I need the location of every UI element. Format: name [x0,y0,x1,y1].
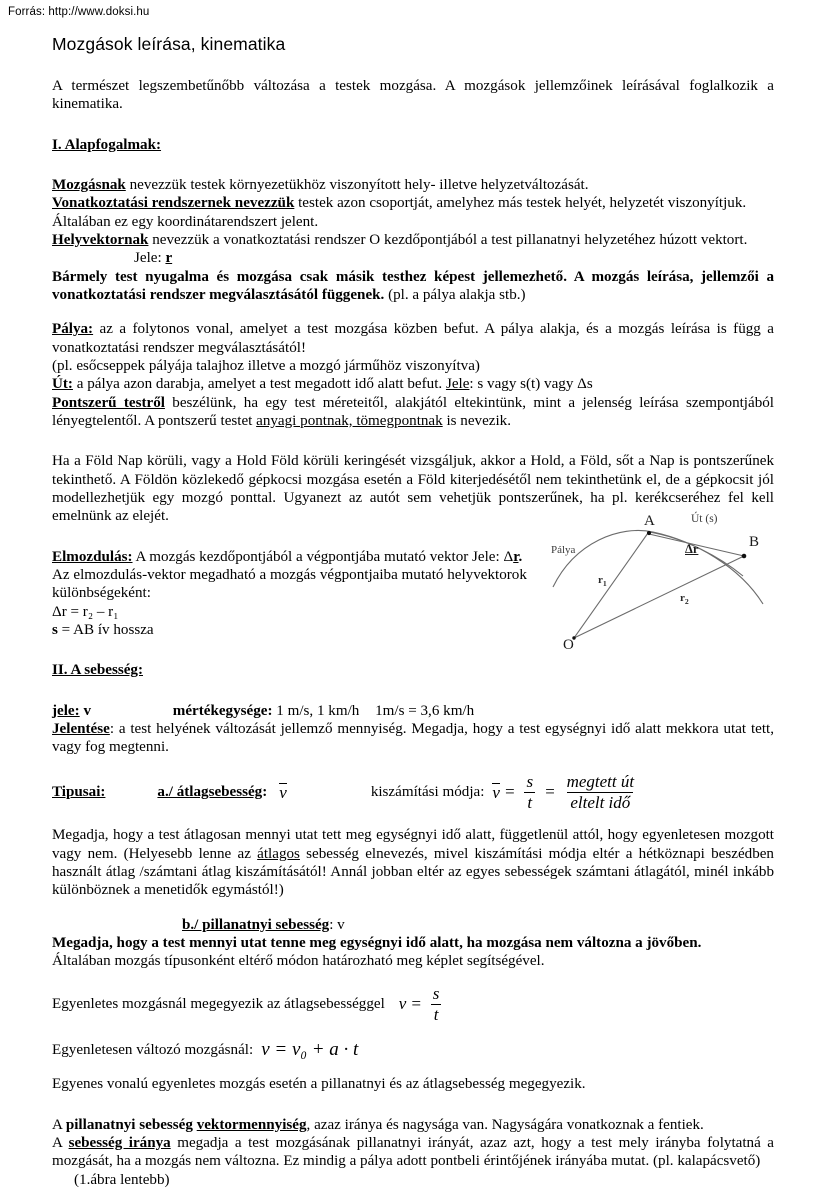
definition-elmozdulas [52,548,532,566]
sebesseg-jele-value: v [83,702,91,719]
term-helyvektor: Helyvektornak [52,231,149,248]
def-pontszeru-text-2: is nevezik. [442,412,512,429]
figure-label-point-A: A [644,513,655,529]
elmozdulas-block [52,548,532,640]
paragraph-barmely-test [52,268,774,305]
def-ut-jele-label: Jele [445,376,470,393]
def-ut-text-2: : s vagy s(t) vagy Δs [469,376,593,393]
def-helyvektor-text: nevezzük a vonatkoztatási rendszer O kezdőpontjából a test pillanatnyi helyzetéhez húzott vektort. [148,231,748,248]
figure-label-delta-r: Δr [685,542,699,556]
egyenletes-mozgas-line [52,985,774,1025]
tipus-a-label: a./ átlagsebesség [157,784,263,801]
source-url-line: Forrás: http://www.doksi.hu [8,6,150,18]
valtozo-text: Egyenletesen változó mozgásnál: [52,1041,254,1058]
definition-vonatkoztatasi-rendszer [52,194,774,231]
paragraph-atlagsebesseg [52,826,774,899]
term-palya: Pálya: [52,321,94,338]
irany-text-a3: A [52,1134,69,1151]
def-elmozdulas-dot: . [518,548,523,565]
term-elmozdulas: Elmozdulás: [52,548,133,565]
paragraph-fold-nap: Ha a Föld Nap körüli, vagy a Hold Föld körüli keringését vizsgáljuk, akkor a Hold, a Föld, sőt a Nap is pontszerűnek tekinthető. A Földön közlekedő gépkocsi mozgása esetén a Föld kiterjedésétől nem tekinthetünk el, de a gépkocsit jól modellezhetjük egy mozgó ponttal. Ugyanezt az autót sem vehetjük pontszerűnek, ha pl. kerékcseréhez fel kell emelnünk az elejét. [52,453,774,525]
tipusai-label: Tipusai: [52,784,106,801]
formula-s-arc: s = AB ív hossza [52,621,154,638]
def-mozgasnak-text: nevezzük testek környezetükhöz viszonyított hely- illetve helyzetváltozását. [125,176,589,193]
term-ut: Út: [52,376,73,393]
mertekegysege-label: mértékegysége: [172,702,273,719]
point-B-marker [742,554,747,559]
def-elmozdulas-r-symbol: r [513,548,519,565]
definition-palya [52,320,774,357]
formula-v-equals-s-over-t: v = $\frac{s}{t}$ [399,985,447,1025]
definition-mozgasnak [52,176,774,194]
section-heading-sebesseg [52,661,774,679]
vektor-text-a2: , azaz iránya és nagysága van. Nagyságára vonatkoznak a fentiek. [306,1116,704,1133]
formula-v-v0-at: v = v₀ + a · t [261,1039,359,1061]
kiszamitasi-modja-label: kiszámítási módja: [370,784,485,801]
vektor-bold-underlined: vektormennyiség [196,1116,307,1133]
figure-label-r2: $r_2$ [680,592,689,607]
tipus-b-line [52,916,774,934]
term-mozgasnak: Mozgásnak [52,176,126,193]
figure-label-ut: Út (s) [691,513,718,525]
paragraph-egyenes-vonalu: Egyenes vonalú egyenletes mozgás esetén a pillanatnyi és az átlagsebesség megegyezik. [52,1076,586,1093]
barmely-bold-text: Bármely test nyugalma és mozgása csak másik testhez képest jellemezhető. A mozgás leírása, jellemzői a vonatkoztatási rendszer megválasztásától függenek. [52,268,774,303]
jele-label: Jele: [134,250,162,267]
mertekegysege-conversion: 1m/s = 3,6 km/h [375,702,475,719]
def-elmozdulas-text-2: Az elmozdulás-vektor megadható a mozgás végpontjaiba mutató helyvektorok különbségeként: [52,566,527,602]
palya-example-line: (pl. esőcseppek pályája talajhoz illetve a mozgó járműhöz viszonyítva) [52,357,480,374]
vector-r2-line [574,556,744,638]
paragraph-vektormennyiseg [52,1116,774,1134]
section-heading-alapfogalmak [52,136,774,154]
def-pontszeru-text-1: beszélünk, ha egy test méreteitől, alakjától eltekintünk, mint a jelenség leírása szempontjából lényegtelentől. A pontszerű testet [52,394,774,429]
atlag-underlined: átlagos [257,845,300,862]
point-A-marker [647,531,651,535]
helyvektor-symbol-line [52,249,774,267]
barmely-rest-text: (pl. a pálya alakja stb.) [384,286,526,303]
page-title: Mozgások leírása, kinematika [52,34,286,54]
mertekegysege-value: 1 m/s, 1 km/h [276,702,360,719]
figure-label-point-B: B [749,534,760,550]
figure-label-r1: $r_1$ [598,574,607,589]
vektor-bold-pillanatnyi: pillanatnyi sebesség [65,1116,197,1133]
vektor-text-a1: A [52,1116,66,1133]
def-vonatkoztatasi-text: testek azon csoportját, amelyhez más testek helyét, helyzetét viszonyítjuk. Általában ez egy koordinátarendszert jelent. [52,195,747,230]
definition-helyvektor [52,231,774,249]
diagram-svg [545,512,825,652]
def-ut-text-1: a pálya azon darabja, amelyet a test megadott idő alatt befut. [72,376,446,393]
jelentese-label: Jelentése [52,720,110,737]
jele-value-r: r [165,250,173,267]
section1-heading-text: I. Alapfogalmak: [52,136,162,153]
def-elmozdulas-text-1: A mozgás kezdőpontjából a végpontjába mutató vektor Jele: Δ [132,548,514,565]
sebesseg-jelentese-line [52,720,774,757]
sebesseg-jele-line [52,702,774,720]
jelentese-value: : a test helyének változását jellemző mennyiség. Megadja, hogy a test egységnyi idő alatt mekkora utat tett, vagy fog megtenni. [52,720,774,756]
formula-average-speed: v = $\frac{s}{t}$ = $\frac{\text{megtett út}}{\text{eltelt idő}}$ [492,771,635,812]
irany-bold-underlined: sebesség iránya [68,1134,171,1151]
paragraph-pillanatnyi-normal: Általában mozgás típusonként eltérő módon határozható meg képlet segítségével. [52,953,545,970]
definition-pontszeru-test [52,394,774,431]
definition-ut [52,375,774,393]
tipusai-line: Tipusai: a./ átlagsebesség : v kiszámítási módja: v = $\frac{s}{t}$ = $\frac{\text{megtett út}}{\text{eltelt idő}}$ [52,773,774,813]
def-pontszeru-underlined: anyagi pontnak, tömegpontnak [256,412,443,429]
section2-heading-text: II. A sebesség: [52,662,143,679]
tipus-a-symbol-vbar: v [279,782,287,802]
egyenletes-text: Egyenletes mozgásnál megegyezik az átlagsebességgel [52,996,385,1013]
kinematics-diagram [545,512,825,652]
egyenletesen-valtozo-line [52,1038,774,1061]
term-pontszeru-test: Pontszerű testről [52,394,165,411]
atlag-text-2: sebesség elnevezés, mivel kiszámítási módja eltér a hétköznapi beszédben használt átlag /számtani átlag kiszámításától! Annál jobban eltér az egyes sebességek számtani átlagától, minél inkább különböznek a menetidők egymástól!) [52,845,774,899]
tipus-b-symbol: : v [329,916,345,933]
formula-delta-r: Δr = r₂ – r₁ [52,603,119,620]
intro-paragraph: A természet legszembetűnőbb változása a testek mozgása. A mozgások jellemzőinek leírásával foglalkozik a kinematika. [52,78,774,113]
figure-label-palya: Pálya [551,544,576,556]
figure-label-point-O: O [563,637,574,653]
atlag-text-1: Megadja, hogy a test átlagosan mennyi utat tett meg egységnyi idő alatt, függetlenül attól, hogy egyenletesen mozgott vagy nem. (Helyesebb lenne az [52,827,774,862]
def-palya-text: az a folytonos vonal, amelyet a test mozgása közben befut. A pálya alakja, és a mozgás leírása is függ a vonatkoztatási rendszer megválasztásától! [52,321,774,356]
irany-text-a4: megadja a test mozgásának pillanatnyi irányát, azaz azt, hogy a test mely irányba folytatná a mozgását, ha a mozgás nem változna. Ez mindig a pálya adott pontbeli érintőjének irányába mutat. (pl. kalapácsvető) [52,1134,774,1170]
abra-reference-line: (1.ábra lentebb) [74,1171,170,1188]
sebesseg-jele-label: jele: [52,702,80,719]
tipus-b-label: b./ pillanatnyi sebesség [182,916,330,933]
paragraph-sebesseg-iranya [52,1134,774,1171]
paragraph-pillanatnyi-bold: Megadja, hogy a test mennyi utat tenne meg egységnyi idő alatt, ha mozgása nem változna a jövőben. [52,934,702,951]
term-vonatkoztatasi-rendszer: Vonatkoztatási rendszernek nevezzük [52,195,295,212]
